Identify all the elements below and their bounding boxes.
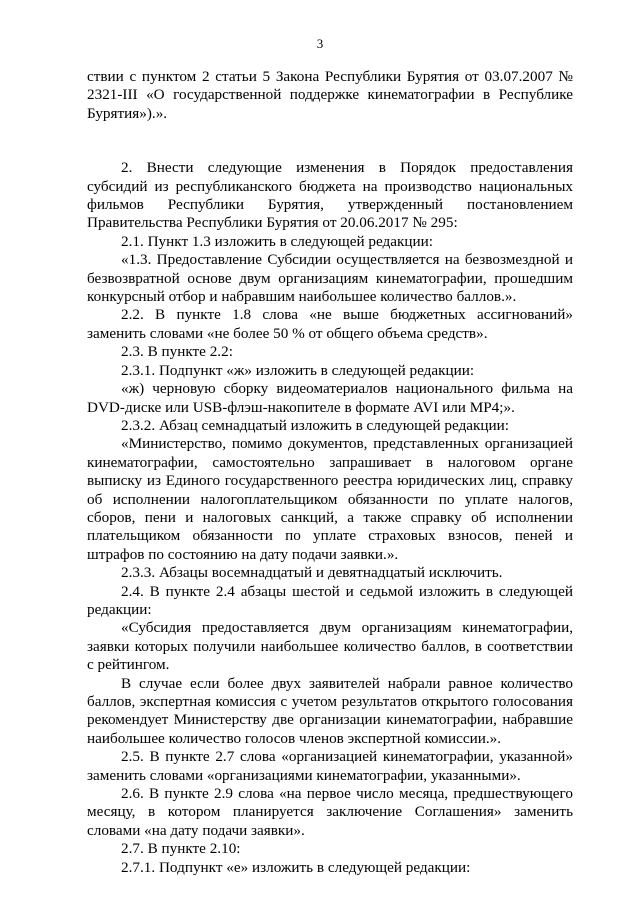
paragraph: 2.3. В пункте 2.2: (121, 343, 233, 361)
paragraph: 2.3.2. Абзац семнадцатый изложить в следующей редакции: (121, 416, 510, 434)
paragraph: 2.7. В пункте 2.10: (121, 840, 241, 858)
paragraph: 2.6. В пункте 2.9 слова «на первое число месяца, предшествующего месяцу, в котором планируется заключение Соглашения» заменить словами «на дату подачи заявки». (87, 785, 573, 839)
paragraph: ствии с пунктом 2 статьи 5 Закона Республики Бурятия от 03.07.2007 № 2321-III «О государственной поддержке кинематографии в Республике Бурятия»).». (87, 68, 573, 122)
paragraph: «ж) черновую сборку видеоматериалов национального фильма на DVD-диске или USB-флэш-накопителе в формате AVI или MP4;». (87, 380, 573, 416)
paragraph: 2.3.1. Подпункт «ж» изложить в следующей редакции: (121, 361, 475, 379)
paragraph: «Министерство, помимо документов, представленных организацией кинематографии, самостоятельно запрашивает в налоговом органе выписку из Единого государственного реестра юридических лиц, справку об исполнении налогоплательщиком обязанности по уплате налогов, сборов, пени и налоговых санкций, а также справку об исполнении плательщиком обязанности по уплате страховых взносов, пеней и штрафов по состоянию на дату подачи заявки.». (87, 435, 573, 563)
paragraph: 2.3.3. Абзацы восемнадцатый и девятнадцатый исключить. (121, 564, 503, 582)
paragraph: «Субсидия предоставляется двум организациям кинематографии, заявки которых получили наибольшее количество баллов, в соответствии с рейтингом. (87, 619, 573, 674)
paragraph: В случае если более двух заявителей набрали равное количество баллов, экспертная комиссия с учетом результатов открытого голосования рекомендует Министерству две организации кинематографии, набравшие наибольшее количество голосов членов экспертной комиссии.». (87, 674, 573, 747)
document-body (87, 68, 573, 877)
page-number: 3 (316, 36, 324, 51)
paragraph: 2.7.1. Подпункт «е» изложить в следующей редакции: (121, 858, 471, 876)
paragraph: 2.5. В пункте 2.7 слова «организацией кинематографии, указанной» заменить словами «организациями кинематографии, указанными». (87, 748, 573, 784)
paragraph: 2.1. Пункт 1.3 изложить в следующей редакции: (121, 232, 434, 250)
paragraph: 2. Внести следующие изменения в Порядок предоставления субсидий из республиканского бюджета на производство национальных фильмов Республики Бурятия, утвержденный постановлением Правительства Республики Бурятия от 20.06.2017 № 295: (87, 159, 573, 232)
paragraph: «1.3. Предоставление Субсидии осуществляется на безвозмездной и безвозвратной основе двум организациям кинематографии, прошедшим конкурсный отбор и набравшим наибольшее количество баллов.». (87, 251, 573, 306)
paragraph: 2.2. В пункте 1.8 слова «не выше бюджетных ассигнований» заменить словами «не более 50 % от общего объема средств». (87, 306, 573, 342)
paragraph: 2.4. В пункте 2.4 абзацы шестой и седьмой изложить в следующей редакции: (87, 582, 573, 618)
